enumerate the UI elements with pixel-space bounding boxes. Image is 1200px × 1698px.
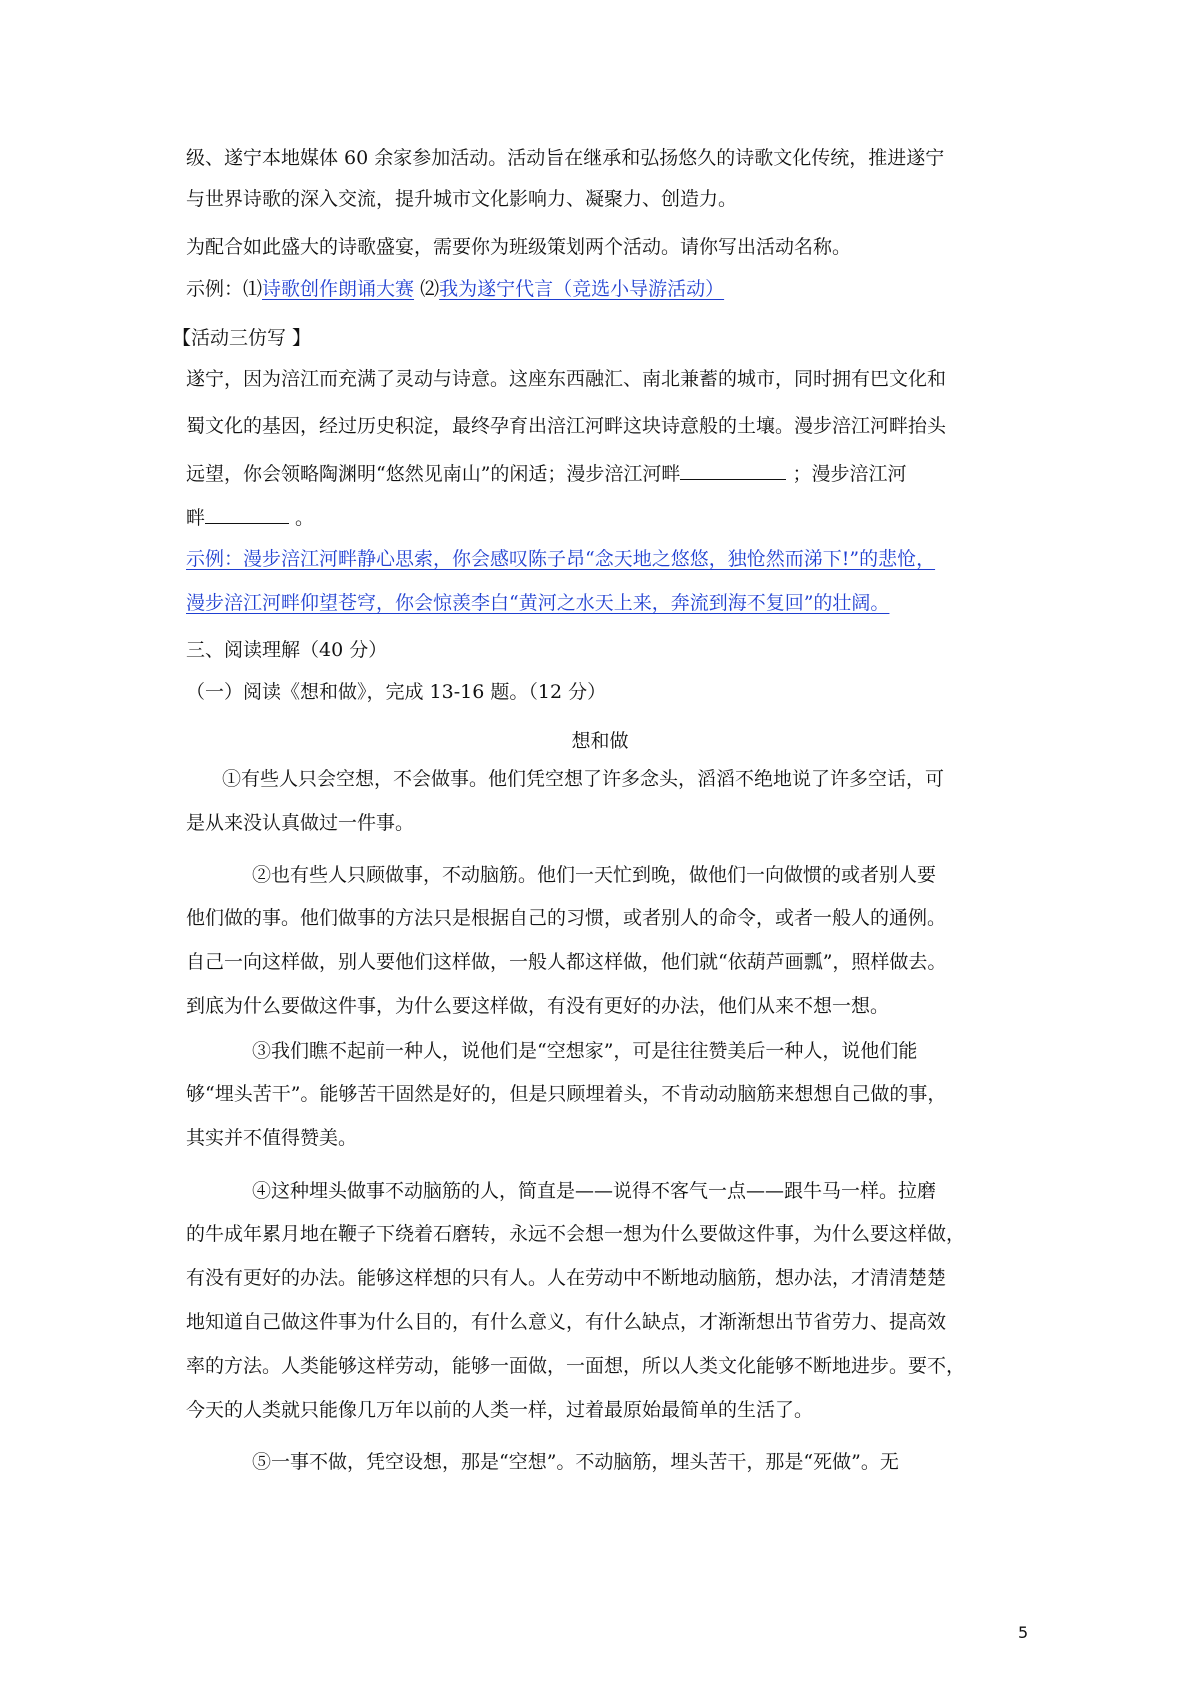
example-line xyxy=(186,280,750,299)
paragraph-line: 率的方法。人类能够这样劳动，能够一面做，一面想，所以人类文化能够不断地进步。要不， xyxy=(186,1355,966,1377)
answer-blank[interactable] xyxy=(680,461,786,480)
text-fragment: ；漫步涪江河 xyxy=(786,463,907,485)
paragraph-line: 到底为什么要做这件事，为什么要这样做，有没有更好的办法，他们从来不想一想。 xyxy=(186,995,890,1017)
paragraph-line: 够“埋头苦干”。能够苦干固然是好的，但是只顾埋着头，不肯动动脑筋来想想自己做的事， xyxy=(186,1083,947,1105)
text-line: 与世界诗歌的深入交流，提升城市文化影响力、凝聚力、创造力。 xyxy=(186,188,738,210)
paragraph-line: 有没有更好的办法。能够这样想的只有人。人在劳动中不断地动脑筋，想办法，才清清楚楚 xyxy=(186,1267,947,1289)
question-instruction: （一）阅读《想和做》，完成 13-16 题。（12 分） xyxy=(186,681,607,703)
text-line: 为配合如此盛大的诗歌盛宴，需要你为班级策划两个活动。请你写出活动名称。 xyxy=(186,236,852,258)
example-activity-1: 诗歌创作朗诵大赛 xyxy=(262,278,415,300)
paragraph-line: 的牛成年累月地在鞭子下绕着石磨转，永远不会想一想为什么要做这件事，为什么要这样做， xyxy=(186,1223,966,1245)
example-answer-line: 示例：漫步涪江河畔静心思索，你会感叹陈子昂“念天地之悠悠，独怆然而涕下!”的悲怆， xyxy=(186,548,936,570)
page-number: 5 xyxy=(1018,1623,1029,1642)
text-line: 级、遂宁本地媒体 60 余家参加活动。活动旨在继承和弘扬悠久的诗歌文化传统，推进遂宁 xyxy=(186,147,945,169)
paragraph-line: 是从来没认真做过一件事。 xyxy=(186,812,415,834)
paragraph-line: ③我们瞧不起前一种人，说他们是“空想家”，可是往往赞美后一种人，说他们能 xyxy=(252,1040,918,1062)
example-separator: ⑵ xyxy=(414,278,440,300)
example-prefix: 示例：⑴ xyxy=(186,278,263,300)
paragraph-line: 自己一向这样做，别人要他们这样做，一般人都这样做，他们就“依葫芦画瓢”，照样做去。 xyxy=(186,951,947,973)
example-answer-line: 漫步涪江河畔仰望苍穹，你会惊羡李白“黄河之水天上来，奔流到海不复回”的壮阔。 xyxy=(186,592,890,614)
paragraph-line: ④这种埋头做事不动脑筋的人，简直是——说得不客气一点——跟牛马一样。拉磨 xyxy=(252,1180,937,1202)
paragraph-line: 其实并不值得赞美。 xyxy=(186,1127,358,1149)
text-line-with-blank xyxy=(186,461,906,484)
example-activity-2: 我为遂宁代言（竞选小导游活动） xyxy=(439,278,725,300)
paragraph-line: 今天的人类就只能像几万年以前的人类一样，过着最原始最简单的生活了。 xyxy=(186,1399,814,1421)
paragraph-line: ②也有些人只顾做事，不动脑筋。他们一天忙到晚，做他们一向做惯的或者别人要 xyxy=(252,864,937,886)
text-line: 蜀文化的基因，经过历史积淀，最终孕育出涪江河畔这块诗意般的土壤。漫步涪江河畔抬头 xyxy=(186,415,947,437)
paragraph-line: ①有些人只会空想，不会做事。他们凭空想了许多念头，滔滔不绝地说了许多空话，可 xyxy=(222,768,945,790)
paragraph-line: 他们做的事。他们做事的方法只是根据自己的习惯，或者别人的命令，或者一般人的通例。 xyxy=(186,907,947,929)
paragraph-line: ⑤一事不做，凭空设想，那是“空想”。不动脑筋，埋头苦干，那是“死做”。无 xyxy=(252,1451,899,1473)
text-fragment: 畔 xyxy=(186,507,206,529)
article-title: 想和做 xyxy=(571,730,629,752)
paragraph-line: 地知道自己做这件事为什么目的，有什么意义，有什么缺点，才渐渐想出节省劳力、提高效 xyxy=(186,1311,947,1333)
text-fragment: 。 xyxy=(289,507,315,529)
text-line-with-blank xyxy=(186,505,314,528)
text-line: 遂宁，因为涪江而充满了灵动与诗意。这座东西融汇、南北兼蓄的城市，同时拥有巴文化和 xyxy=(186,368,947,390)
section-heading: 【活动三仿写 】 xyxy=(172,327,312,349)
text-fragment: 远望，你会领略陶渊明“悠然见南山”的闲适；漫步涪江河畔 xyxy=(186,463,681,485)
section-heading: 三、阅读理解（40 分） xyxy=(186,639,388,661)
answer-blank[interactable] xyxy=(205,505,289,524)
